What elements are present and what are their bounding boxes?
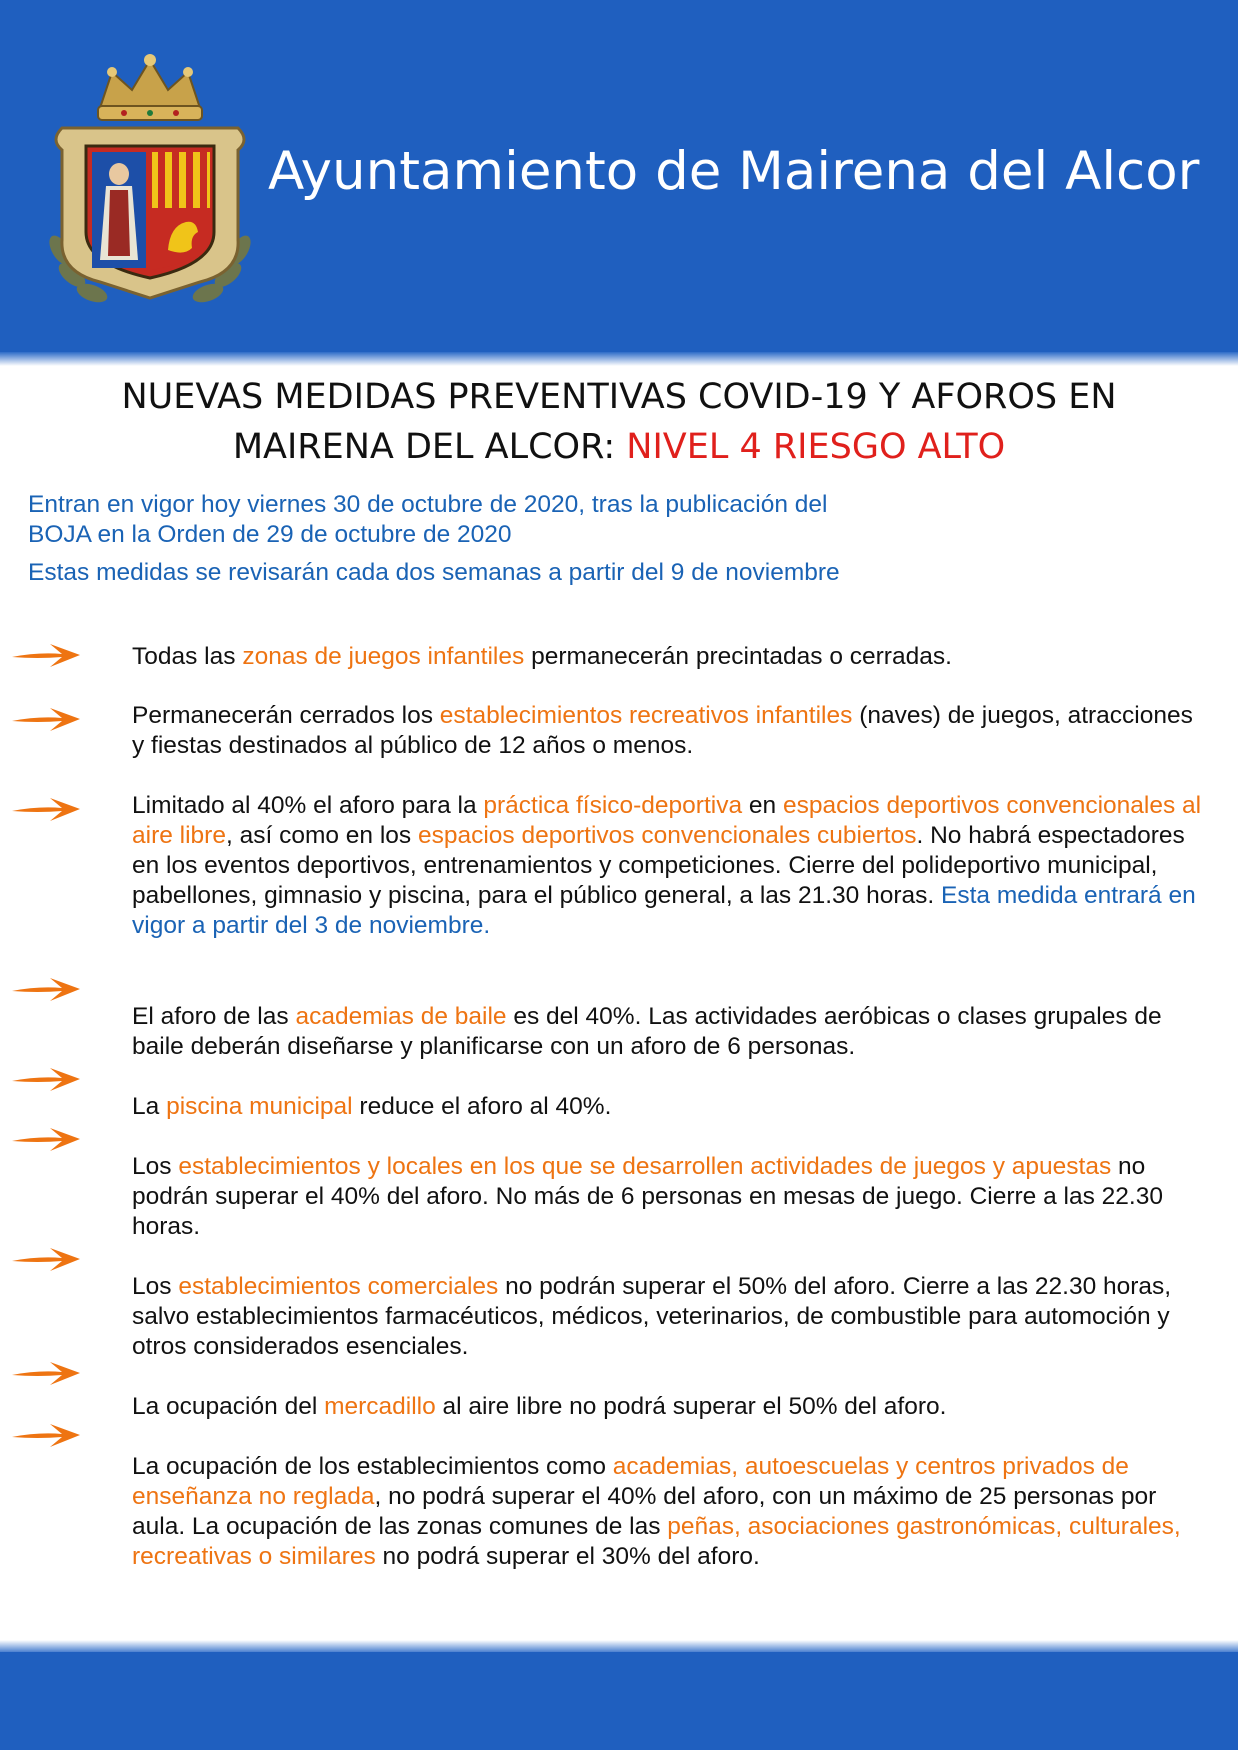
- orange-arrow-icon: [10, 1064, 82, 1094]
- highlight-text: zonas de juegos infantiles: [242, 643, 525, 670]
- highlight-text: práctica físico-deportiva: [483, 792, 743, 819]
- orange-arrow-icon: [10, 1124, 82, 1154]
- measure-item: [132, 1392, 1202, 1422]
- body-text: al aire libre no podrá superar el 50% del aforo.: [435, 1393, 947, 1420]
- headline-line-1: NUEVAS MEDIDAS PREVENTIVAS COVID-19 Y AFOROS EN: [121, 377, 1117, 417]
- headline-line-2-prefix: MAIRENA DEL ALCOR:: [232, 427, 627, 467]
- highlight-text: mercadillo: [324, 1393, 436, 1420]
- highlight-text: espacios deportivos convencionales al aire libre: [132, 792, 1202, 849]
- highlight-text: establecimientos comerciales: [178, 1273, 499, 1300]
- risk-level-label: NIVEL 4 RIESGO ALTO: [626, 427, 1006, 467]
- body-text: Limitado al 40% el aforo para la: [132, 792, 484, 819]
- body-text: Permanecerán cerrados los: [132, 702, 440, 729]
- orange-arrow-icon: [10, 640, 82, 670]
- intro-line-1: Entran en vigor hoy viernes 30 de octubre de 2020, tras la publicación del: [28, 491, 828, 518]
- measure-item: [132, 1452, 1202, 1572]
- body-text: La ocupación de los establecimientos como: [132, 1453, 613, 1480]
- measure-item: [132, 1092, 1202, 1122]
- measure-item: [132, 642, 1202, 672]
- orange-arrow-icon: [10, 974, 82, 1004]
- body-text: . No habrá espectadores en los eventos deportivos, entrenamientos y competiciones. Cierre del polideportivo municipal, pabellones, gimnasio y piscina, para el público general, a las 21.30 horas.: [132, 822, 1185, 909]
- measure-item: [132, 701, 1202, 761]
- orange-arrow-icon: [10, 704, 82, 734]
- body-text: La ocupación del: [132, 1393, 325, 1420]
- intro-line-2: BOJA en la Orden de 29 de octubre de 2020: [28, 521, 512, 548]
- highlight-text: establecimientos y locales en los que se desarrollen actividades de juegos y apuestas: [178, 1153, 1112, 1180]
- body-text: no podrá superar el 30% del aforo.: [375, 1543, 760, 1570]
- intro-line-3: Estas medidas se revisarán cada dos semanas a partir del 9 de noviembre: [28, 559, 840, 586]
- headline-line-2: [60, 422, 1178, 472]
- header-fade: [0, 352, 1238, 366]
- body-text: permanecerán precintadas o cerradas.: [524, 643, 952, 670]
- note-text: Esta medida entrará en vigor a partir del 3 de noviembre.: [132, 882, 1196, 939]
- body-text: , no podrá superar el 40% del aforo, con un máximo de 25 personas por aula. La ocupación de las zonas comunes de las: [132, 1483, 1157, 1540]
- measure-item: [132, 1152, 1202, 1242]
- orange-arrow-icon: [10, 1358, 82, 1388]
- measure-item: [132, 1002, 1202, 1062]
- orange-arrow-icon: [10, 1244, 82, 1274]
- body-text: (naves) de juegos, atracciones y fiestas destinados al público de 12 años o menos.: [132, 702, 1193, 759]
- measure-item: [132, 1272, 1202, 1362]
- highlight-text: espacios deportivos convencionales cubiertos: [417, 822, 917, 849]
- body-text: La: [132, 1093, 167, 1120]
- highlight-text: establecimientos recreativos infantiles: [439, 702, 853, 729]
- body-text: Los: [132, 1273, 179, 1300]
- orange-arrow-icon: [10, 794, 82, 824]
- orange-arrow-icon: [10, 1420, 82, 1450]
- body-text: , así como en los: [225, 822, 418, 849]
- headline: [60, 372, 1178, 472]
- body-text: Todas las: [132, 643, 243, 670]
- body-text: no podrán superar el 50% del aforo. Cierre a las 22.30 horas, salvo establecimientos farmacéuticos, médicos, veterinarios, de combustible para automoción y otros considerados esenciales.: [132, 1273, 1172, 1360]
- highlight-text: academias de baile: [295, 1003, 507, 1030]
- highlight-text: academias, autoescuelas y centros privados de enseñanza no reglada: [132, 1453, 1129, 1510]
- body-text: no podrán superar el 40% del aforo. No más de 6 personas en mesas de juego. Cierre a las 22.30 horas.: [132, 1153, 1163, 1240]
- coat-of-arms-icon: [40, 50, 260, 312]
- body-text: Los: [132, 1153, 179, 1180]
- highlight-text: peñas, asociaciones gastronómicas, culturales, recreativas o similares: [132, 1513, 1181, 1570]
- body-text: El aforo de las: [132, 1003, 296, 1030]
- footer-banner: [0, 1652, 1238, 1750]
- body-text: en: [742, 792, 783, 819]
- measure-item: [132, 791, 1202, 941]
- highlight-text: piscina municipal: [166, 1093, 353, 1120]
- header-title: Ayuntamiento de Mairena del Alcor: [268, 141, 1200, 202]
- body-text: es del 40%. Las actividades aeróbicas o clases grupales de baile deberán diseñarse y planificarse con un aforo de 6 personas.: [132, 1003, 1162, 1060]
- body-text: reduce el aforo al 40%.: [352, 1093, 612, 1120]
